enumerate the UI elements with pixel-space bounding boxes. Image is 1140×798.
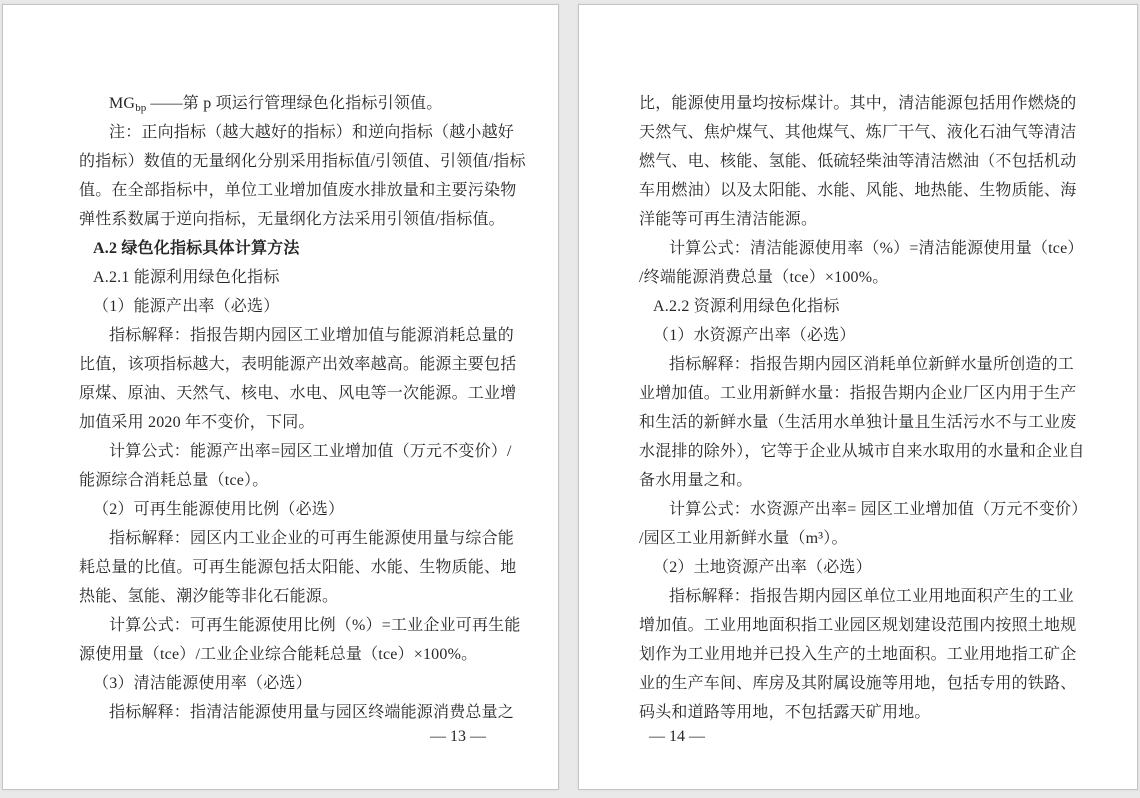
text-line: 比值，该项指标越大，表明能源产出效率越高。能源主要包括 [79,356,517,373]
text-line: 加值采用 2020 年不变价，下同。 [79,414,315,431]
text-line: 指标解释：指清洁能源使用量与园区终端能源消费总量之 [109,704,515,721]
page-13 [2,4,559,790]
text-line: 指标解释：指报告期内园区单位工业用地面积产生的工业 [669,588,1075,605]
page-14-text [639,89,1088,727]
page-14-number: — 14 — [649,728,705,745]
text-line: 指标解释：指报告期内园区消耗单位新鲜水量所创造的工 [669,356,1075,373]
text-line: （2）土地资源产出率（必选） [653,559,872,576]
text-line: 洋能等可再生清洁能源。 [639,211,818,228]
text-line: 计算公式：能源产出率=园区工业增加值（万元不变价）/ [109,443,512,460]
text-line: 业的生产车间、库房及其附属设施等用地，包括专用的铁路、 [639,675,1077,692]
page-13-text [79,89,525,727]
text-line: 计算公式：清洁能源使用率（%）=清洁能源使用量（tce） [669,240,1084,257]
text-line: 天然气、焦炉煤气、其他煤气、炼厂干气、液化石油气等清洁 [639,124,1077,141]
text-line [79,89,525,118]
text-line: （1）能源产出率（必选） [93,298,280,315]
text-line: 值。在全部指标中，单位工业增加值废水排放量和主要污染物 [79,182,517,199]
text-line: 能源综合消耗总量（tce）。 [79,472,269,489]
text-line: /园区工业用新鲜水量（m³）。 [639,530,848,547]
text-line: 车用燃油）以及太阳能、水能、风能、地热能、生物质能、海 [639,182,1077,199]
page-13-number: — 13 — [430,728,486,745]
text-segment: MG [109,95,136,112]
text-line: （1）水资源产出率（必选） [653,327,856,344]
text-line: 增加值。工业用地面积指工业园区规划建设范围内按照土地规 [639,617,1077,634]
text-line: 指标解释：指报告期内园区工业增加值与能源消耗总量的 [109,327,515,344]
text-line: （2）可再生能源使用比例（必选） [93,501,345,518]
text-line: （3）清洁能源使用率（必选） [93,675,312,692]
text-line: A.2.2 资源利用绿色化指标 [653,298,840,315]
text-line: 计算公式：水资源产出率= 园区工业增加值（万元不变价） [669,501,1088,518]
text-line: 原煤、原油、天然气、核电、水电、风电等一次能源。工业增 [79,385,517,402]
text-segment: ——第 p 项运行管理绿色化指标引领值。 [146,95,443,112]
text-line: A.2.1 能源利用绿色化指标 [93,269,280,286]
text-line: 燃气、电、核能、氢能、低硫轻柴油等清洁燃油（不包括机动 [639,153,1077,170]
text-line: 耗总量的比值。可再生能源包括太阳能、水能、生物质能、地 [79,559,517,576]
text-line: 注：正向指标（越大越好的指标）和逆向指标（越小越好 [109,124,515,141]
text-line: 业增加值。工业用新鲜水量：指报告期内企业厂区内用于生产 [639,385,1077,402]
text-line: 的指标）数值的无量纲化分别采用指标值/引领值、引领值/指标 [79,153,526,170]
text-line: 水混排的除外），它等于企业从城市自来水取用的水量和企业自 [639,443,1085,460]
text-line: /终端能源消费总量（tce）×100%。 [639,269,889,286]
text-line: 码头和道路等用地，不包括露天矿用地。 [639,704,931,721]
text-line: 计算公式：可再生能源使用比例（%）=工业企业可再生能 [109,617,521,634]
text-line: 热能、氢能、潮汐能等非化石能源。 [79,588,339,605]
text-line: 源使用量（tce）/工业企业综合能耗总量（tce）×100%。 [79,646,478,663]
text-line: 备水用量之和。 [639,472,753,489]
text-line: 弹性系数属于逆向指标，无量纲化方法采用引领值/指标值。 [79,211,505,228]
page-14 [578,4,1138,790]
text-line: 划作为工业用地并已投入生产的土地面积。工业用地指工矿企 [639,646,1077,663]
text-line: 指标解释：园区内工业企业的可再生能源使用量与综合能 [109,530,515,547]
subscript-text: bp [135,102,147,114]
text-line: A.2 绿色化指标具体计算方法 [93,240,300,257]
text-line: 比，能源使用量均按标煤计。其中，清洁能源包括用作燃烧的 [639,95,1077,112]
text-line: 和生活的新鲜水量（生活用水单独计量且生活污水不与工业废 [639,414,1077,431]
